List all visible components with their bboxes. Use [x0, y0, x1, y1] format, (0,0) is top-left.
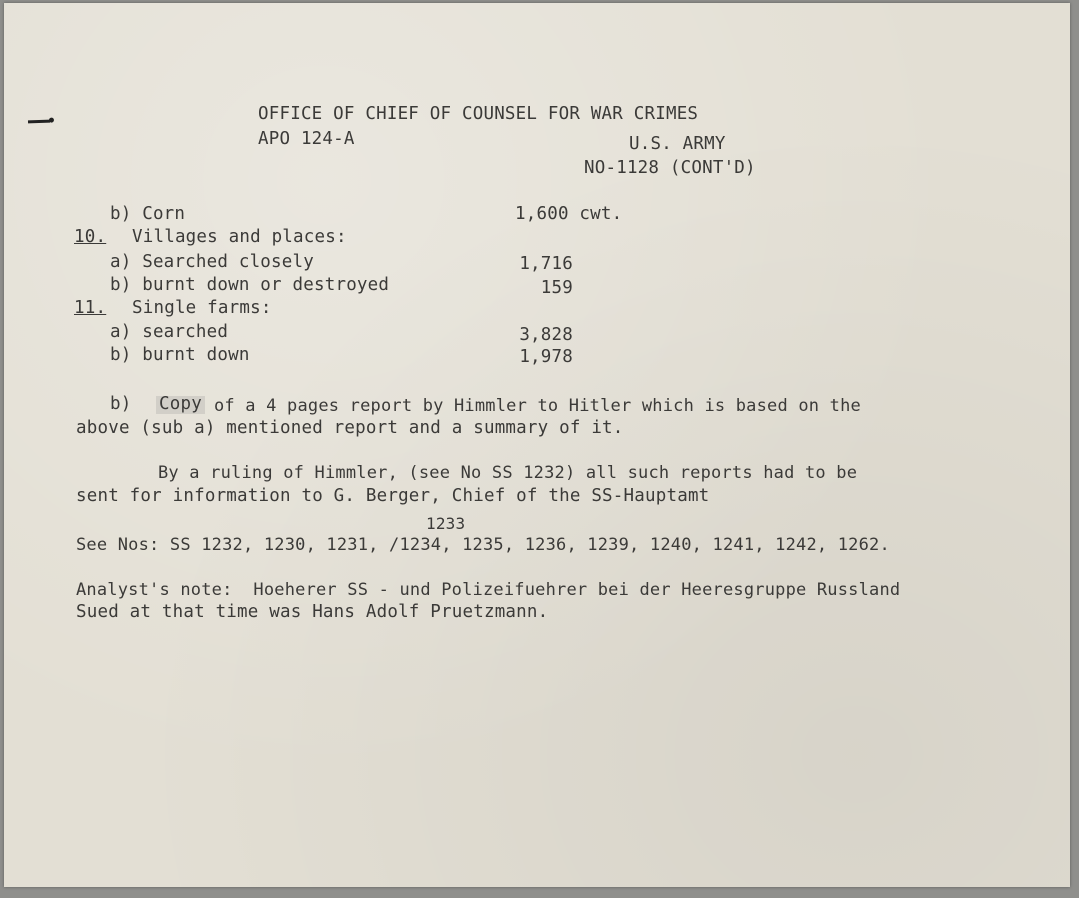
- office-heading: OFFICE OF CHIEF OF COUNSEL FOR WAR CRIMES: [258, 104, 699, 124]
- para-b-line-1: of a 4 pages report by Himmler to Hitler which is based on the: [214, 396, 861, 416]
- army-label: U.S. ARMY: [629, 134, 726, 154]
- item-10a-label: a) Searched closely: [110, 252, 314, 272]
- item-10b-value: 159: [540, 278, 573, 298]
- item-11-title: Single farms:: [132, 298, 272, 318]
- analyst-note-line-2: Sued at that time was Hans Adolf Pruetzmann.: [76, 602, 549, 622]
- document-number: NO-1128 (CONT'D): [584, 158, 756, 178]
- corn-label: b) Corn: [110, 204, 186, 224]
- item-10a-value: 1,716: [519, 254, 573, 274]
- item-10-number: 10.: [74, 227, 107, 247]
- item-10-title: Villages and places:: [132, 227, 347, 247]
- item-11a-label: a) searched: [110, 322, 229, 342]
- highlighted-copy-word: Copy: [156, 396, 205, 414]
- item-11b-value: 1,978: [519, 347, 573, 367]
- item-11b-label: b) burnt down: [110, 345, 250, 365]
- item-11a-value: 3,828: [519, 325, 573, 345]
- para-b-line-2: above (sub a) mentioned report and a summary of it.: [76, 418, 624, 438]
- see-nos-line: See Nos: SS 1232, 1230, 1231, /1234, 1235, 1236, 1239, 1240, 1241, 1242, 1262.: [76, 535, 890, 555]
- ruling-line-1: By a ruling of Himmler, (see No SS 1232) all such reports had to be: [158, 463, 858, 483]
- handwritten-correction: 1233: [426, 514, 466, 533]
- analyst-note-line-1: Analyst's note: Hoeherer SS - und Polizeifuehrer bei der Heeresgruppe Russland: [76, 580, 901, 600]
- item-10b-label: b) burnt down or destroyed: [110, 275, 390, 295]
- corn-value: 1,600 cwt.: [515, 204, 623, 224]
- ruling-line-2: sent for information to G. Berger, Chief of the SS-Hauptamt: [76, 486, 710, 506]
- item-11-number: 11.: [74, 298, 107, 318]
- apo-number: APO 124-A: [258, 129, 355, 149]
- document-page: [4, 3, 1070, 887]
- para-b-prefix: b): [110, 394, 132, 414]
